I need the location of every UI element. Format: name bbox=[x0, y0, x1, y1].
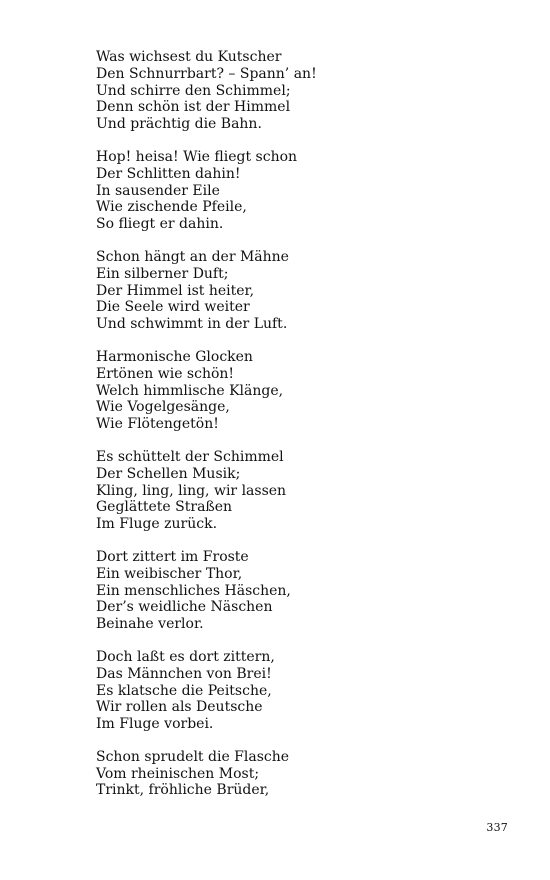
poem-line: Es schüttelt der Schimmel bbox=[96, 448, 284, 465]
poem-line: Welch himmlische Klänge, bbox=[96, 382, 284, 399]
poem-line: Der Schellen Musik; bbox=[96, 465, 241, 482]
poem-line: Und schwimmt in der Luft. bbox=[96, 316, 288, 333]
stanza-1 bbox=[96, 49, 496, 133]
poem-line: Beinahe verlor. bbox=[96, 616, 204, 633]
poem-line: Wie Flötengetön! bbox=[96, 416, 219, 433]
poem-line: Was wichsest du Kutscher bbox=[96, 49, 282, 65]
stanza-6 bbox=[96, 549, 496, 633]
poem-line: Schon sprudelt die Flasche bbox=[96, 748, 290, 765]
poem-line: Denn schön ist der Himmel bbox=[96, 99, 291, 116]
poem-line: Den Schnurrbart? – Spann’ an! bbox=[96, 65, 317, 82]
poem-line: Im Fluge vorbei. bbox=[96, 716, 214, 733]
poem-line: Der Schlitten dahin! bbox=[96, 165, 241, 182]
poem-line: Vom rheinischen Most; bbox=[96, 765, 260, 782]
poem-line: Ein menschliches Häschen, bbox=[96, 582, 291, 599]
poem-line: Im Fluge zurück. bbox=[96, 516, 218, 533]
poem-text bbox=[96, 49, 496, 815]
poem-line: So fliegt er dahin. bbox=[96, 216, 224, 233]
poem-line: Und prächtig die Bahn. bbox=[96, 116, 262, 133]
poem-line: In sausender Eile bbox=[96, 182, 220, 199]
stanza-5 bbox=[96, 449, 496, 533]
stanza-4 bbox=[96, 349, 496, 433]
poem-line: Und schirre den Schimmel; bbox=[96, 82, 291, 99]
poem-line: Ein silberner Duft; bbox=[96, 265, 229, 282]
poem-line: Der’s weidliche Näschen bbox=[96, 599, 273, 616]
poem-line: Trinkt, fröhliche Brüder, bbox=[96, 782, 270, 799]
poem-line: Schon hängt an der Mähne bbox=[96, 248, 289, 265]
poem-line: Die Seele wird weiter bbox=[96, 299, 250, 316]
poem-line: Hop! heisa! Wie fliegt schon bbox=[96, 148, 298, 165]
poem-line: Ein weibischer Thor, bbox=[96, 565, 243, 582]
poem-line: Kling, ling, ling, wir lassen bbox=[96, 482, 287, 499]
page-number: 337 bbox=[486, 821, 508, 834]
stanza-8 bbox=[96, 749, 496, 799]
poem-line: Ertönen wie schön! bbox=[96, 365, 235, 382]
stanza-7 bbox=[96, 649, 496, 733]
poem-line: Dort zittert im Froste bbox=[96, 548, 249, 565]
stanza-3 bbox=[96, 249, 496, 333]
poem-line: Harmonische Glocken bbox=[96, 348, 253, 365]
poem-line: Das Männchen von Brei! bbox=[96, 665, 272, 682]
poem-line: Wie Vogelgesänge, bbox=[96, 399, 230, 416]
poem-line: Geglättete Straßen bbox=[96, 499, 233, 516]
poem-line: Doch laßt es dort zittern, bbox=[96, 648, 275, 665]
poem-line: Wie zischende Pfeile, bbox=[96, 199, 247, 216]
poem-line: Der Himmel ist heiter, bbox=[96, 282, 255, 299]
poem-line: Wir rollen als Deutsche bbox=[96, 699, 263, 716]
stanza-2 bbox=[96, 149, 496, 233]
poem-line: Es klatsche die Peitsche, bbox=[96, 682, 272, 699]
